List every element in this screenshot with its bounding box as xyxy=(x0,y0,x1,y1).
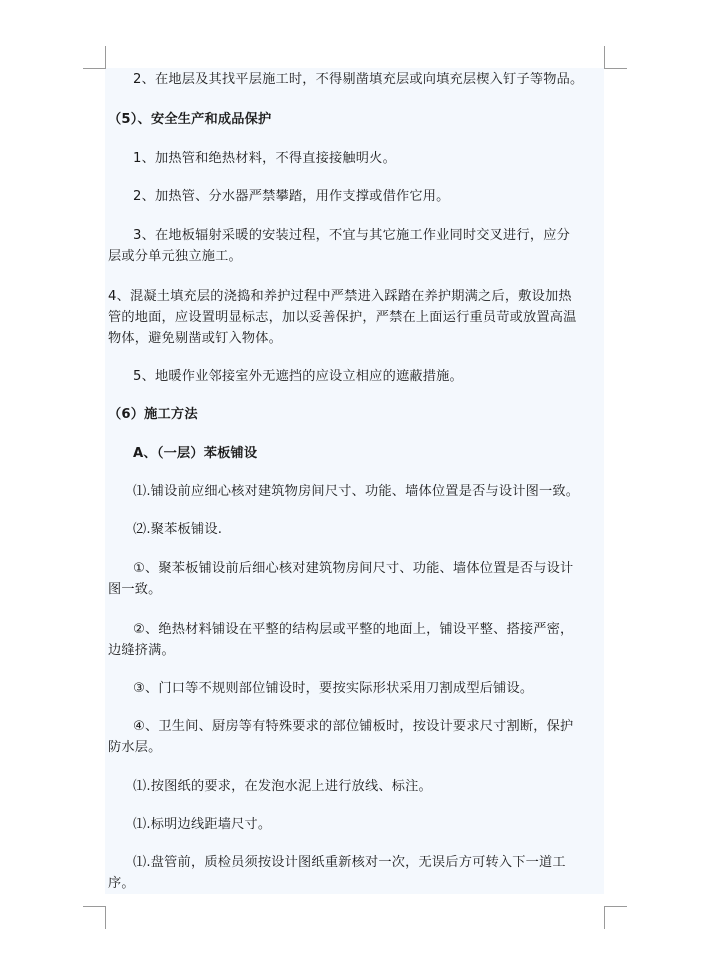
paragraph-line: 2、在地层及其找平层施工时，不得剔凿填充层或向填充层楔入钉子等物品。 xyxy=(133,72,584,87)
paragraph-line: 物体，避免剔凿或钉入物体。 xyxy=(108,331,283,346)
paragraph-line: ②、绝热材料铺设在平整的结构层或平整的地面上，铺设平整、搭接严密， xyxy=(133,622,574,637)
paragraph-line: ⑴.盘管前，质检员须按设计图纸重新核对一次，无误后方可转入下一道工 xyxy=(133,855,566,870)
paragraph-line: 4、混凝土填充层的浇捣和养护过程中严禁进入踩踏在养护期满之后，敷设加热 xyxy=(108,289,572,304)
paragraph-line: 2、加热管、分水器严禁攀踏，用作支撑或借作它用。 xyxy=(133,189,450,204)
paragraph-line: ⑴.按图纸的要求，在发泡水泥上进行放线、标注。 xyxy=(133,779,432,794)
paragraph-line: ⑵.聚苯板铺设. xyxy=(133,522,223,537)
paragraph-line: 序。 xyxy=(108,876,135,891)
paragraph-line: 3、在地板辐射采暖的安装过程，不宜与其它施工作业同时交叉进行，应分 xyxy=(133,228,570,243)
paragraph-line: ⑴.铺设前应细心核对建筑物房间尺寸、功能、墙体位置是否与设计图一致。 xyxy=(133,484,580,499)
paragraph-line: 图一致。 xyxy=(108,582,162,597)
paragraph-line: 1、加热管和绝热材料，不得直接接触明火。 xyxy=(133,151,396,166)
paragraph-line: ①、聚苯板铺设前后细心核对建筑物房间尺寸、功能、墙体位置是否与设计 xyxy=(133,561,574,576)
paragraph-line: ⑴.标明边线距墙尺寸。 xyxy=(133,817,272,832)
paragraph-line: 层或分单元独立施工。 xyxy=(108,249,242,264)
crop-mark-top-left xyxy=(83,46,106,69)
paragraph-line: 防水层。 xyxy=(108,740,162,755)
paragraph-line: 5、地暖作业邻接室外无遮挡的应设立相应的遮蔽措施。 xyxy=(133,369,463,384)
paragraph-line: ④、卫生间、厨房等有特殊要求的部位铺板时，按设计要求尺寸割断，保护 xyxy=(133,719,574,734)
section-heading-5: （5）、安全生产和成品保护 xyxy=(108,112,272,127)
crop-mark-top-right xyxy=(604,46,627,69)
crop-mark-bottom-right xyxy=(604,906,627,929)
section-heading-6: （6）施工方法 xyxy=(108,407,198,422)
subsection-heading-a: A、（一层）苯板铺设 xyxy=(133,446,258,461)
paragraph-line: ③、门口等不规则部位铺设时，要按实际形状采用刀割成型后铺设。 xyxy=(133,681,534,696)
crop-mark-bottom-left xyxy=(83,906,106,929)
paragraph-line: 管的地面，应设置明显标志，加以妥善保护，严禁在上面运行重员苛或放置高温 xyxy=(108,310,577,325)
paragraph-line: 边缝挤满。 xyxy=(108,643,175,658)
